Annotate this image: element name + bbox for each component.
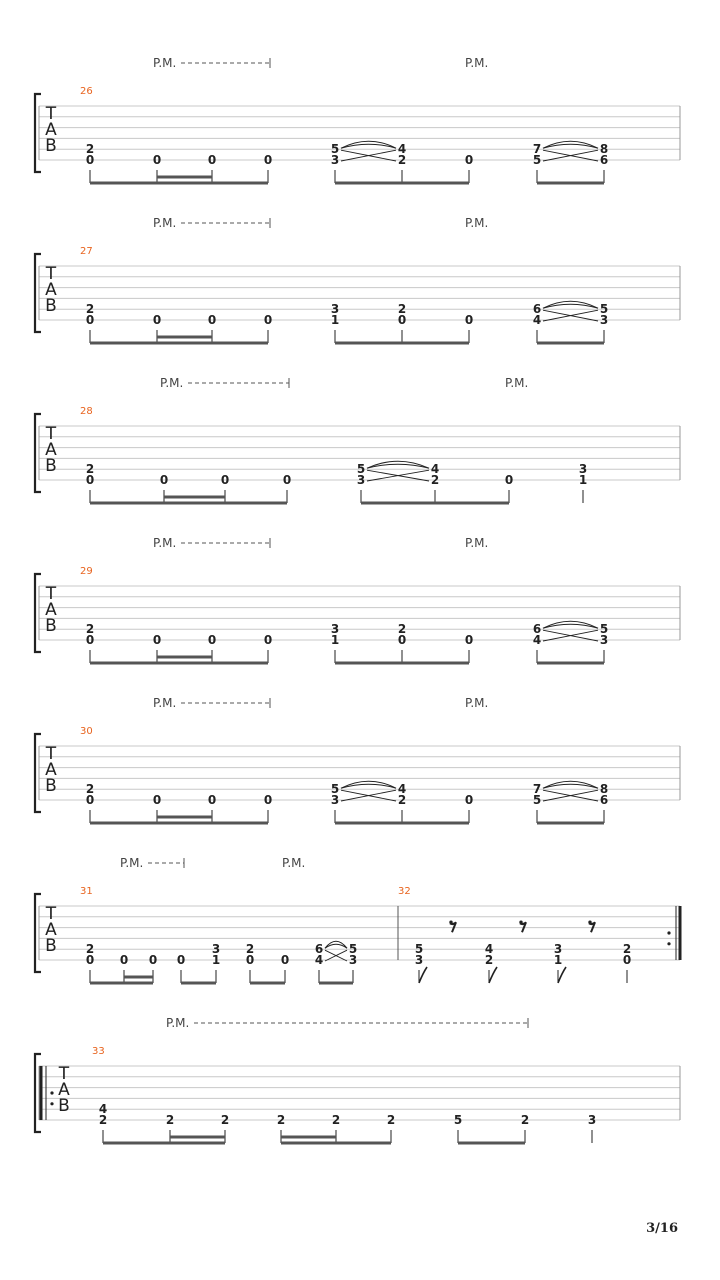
tab-system [35,536,680,663]
fret-number: 1 [211,953,221,967]
fret-number: 6 [532,302,542,317]
tab-note [533,142,541,183]
fret-number: 6 [314,942,324,957]
tab-note [600,782,608,823]
fret-number: 0 [504,473,514,487]
fret-number: 3 [553,942,563,957]
palm-mute-label: P.M. [465,56,489,70]
repeat-dot [667,931,670,934]
fret-number: 0 [263,633,273,647]
tab-system [35,216,680,343]
fret-number: 2 [85,302,95,317]
tab-clef-letter: A [45,280,57,300]
tab-clef-letter: A [58,1080,70,1100]
tab-note [86,622,94,663]
fret-number: 0 [207,793,217,807]
tab-note [554,942,566,983]
fret-number: 5 [330,142,340,157]
fret-number: 0 [220,473,230,487]
fret-number: 3 [330,153,340,167]
fret-number: 0 [282,473,292,487]
fret-number: 0 [85,793,95,807]
tab-note [600,302,608,343]
tab-note [264,153,272,183]
tab-note [86,782,94,823]
fret-number: 5 [453,1113,463,1127]
tab-note [177,953,185,983]
tab-note [331,622,339,663]
fret-number: 2 [397,302,407,317]
fret-number: 0 [85,953,95,967]
tab-clef-letter: B [45,456,57,476]
tab-clef-letter: B [45,616,57,636]
fret-number: 0 [207,313,217,327]
fret-number: 3 [330,622,340,637]
tab-note [398,302,406,343]
fret-number: 2 [386,1113,396,1127]
tab-clef-letter: A [45,440,57,460]
fret-number: 5 [330,782,340,797]
fret-number: 0 [622,953,632,967]
fret-number: 3 [348,953,358,967]
tab-note [349,942,357,983]
fret-number: 3 [599,313,609,327]
tab-note [86,302,94,343]
fret-number: 0 [176,953,186,967]
fret-number: 0 [152,633,162,647]
tab-system [35,696,680,823]
fret-number: 0 [152,793,162,807]
fret-number: 4 [314,953,324,967]
fret-number: 3 [587,1113,597,1127]
fret-number: 3 [330,302,340,317]
fret-number: 5 [599,302,609,317]
tab-note [415,942,427,983]
tab-clef-letter: T [45,744,57,764]
palm-mute-label: P.M. [153,696,177,710]
measure-number: 30 [80,726,93,737]
fret-number: 5 [599,622,609,637]
repeat-dot [50,1102,53,1105]
fret-number: 4 [532,633,542,647]
tab-note [246,942,254,983]
fret-number: 2 [165,1113,175,1127]
fret-number: 2 [220,1113,230,1127]
fret-number: 2 [276,1113,286,1127]
tab-note [431,462,439,503]
tab-clef-letter: B [58,1096,70,1116]
measure-number: 32 [398,886,411,897]
fret-number: 0 [464,793,474,807]
tab-clef-letter: B [45,776,57,796]
fret-number: 3 [414,953,424,967]
palm-mute-label: P.M. [153,536,177,550]
fret-number: 0 [85,633,95,647]
tab-note [623,942,631,983]
tab-note [465,153,473,183]
palm-mute-label: P.M. [120,856,144,870]
fret-number: 0 [464,633,474,647]
fret-number: 1 [553,953,563,967]
fret-number: 0 [263,313,273,327]
fret-number: 4 [98,1102,108,1117]
note-flag [419,967,427,983]
tab-note [387,1113,395,1143]
tab-note [331,782,339,823]
palm-mute-label: P.M. [465,696,489,710]
tab-note [264,313,272,343]
fret-number: 0 [148,953,158,967]
fret-number: 3 [211,942,221,957]
tab-note [315,942,323,983]
measure-number: 29 [80,566,93,577]
tab-note [99,1102,107,1143]
fret-number: 6 [599,153,609,167]
palm-mute-label: P.M. [505,376,529,390]
fret-number: 0 [207,633,217,647]
fret-number: 2 [245,942,255,957]
fret-number: 3 [356,473,366,487]
note-flag [558,967,566,983]
fret-number: 0 [85,473,95,487]
fret-number: 1 [330,313,340,327]
fret-number: 2 [622,942,632,957]
repeat-dot [50,1091,53,1094]
tab-clef-letter: A [45,120,57,140]
fret-number: 4 [397,142,407,157]
tab-note [331,302,339,343]
tab-clef-letter: A [45,760,57,780]
fret-number: 5 [532,153,542,167]
fret-number: 7 [532,782,542,797]
fret-number: 8 [599,782,609,797]
tab-clef-letter: T [45,424,57,444]
measure-number: 31 [80,886,93,897]
fret-number: 2 [397,793,407,807]
fret-number: 0 [263,793,273,807]
eighth-rest-dot [519,921,522,924]
fret-number: 3 [330,793,340,807]
page-number: 3/16 [646,1221,678,1236]
fret-number: 0 [85,153,95,167]
fret-number: 4 [484,942,494,957]
fret-number: 0 [152,153,162,167]
fret-number: 0 [263,153,273,167]
tab-note [357,462,365,503]
tab-note [454,1113,462,1143]
fret-number: 4 [397,782,407,797]
repeat-dot [667,942,670,945]
palm-mute-label: P.M. [153,56,177,70]
measure-number: 28 [80,406,93,417]
fret-number: 2 [85,462,95,477]
tab-clef-letter: T [45,584,57,604]
tab-note [533,622,541,663]
eighth-rest-dot [588,921,591,924]
palm-mute-label: P.M. [465,536,489,550]
palm-mute-label: P.M. [282,856,306,870]
fret-number: 5 [348,942,358,957]
fret-number: 1 [330,633,340,647]
fret-number: 4 [430,462,440,477]
measure-number: 26 [80,86,93,97]
tab-note [264,793,272,823]
fret-number: 5 [414,942,424,957]
tab-clef-letter: A [45,920,57,940]
fret-number: 2 [98,1113,108,1127]
fret-number: 0 [152,313,162,327]
palm-mute-label: P.M. [465,216,489,230]
tab-clef-letter: T [45,264,57,284]
fret-number: 0 [85,313,95,327]
tab-note [485,942,497,983]
tab-note [521,1113,529,1143]
tab-note [533,782,541,823]
tab-note [264,633,272,663]
measure-number: 33 [92,1046,105,1057]
fret-number: 0 [464,313,474,327]
tab-system [35,376,680,503]
fret-number: 2 [397,153,407,167]
tab-note [588,1113,596,1143]
palm-mute-label: P.M. [153,216,177,230]
tab-note [398,782,406,823]
fret-number: 0 [464,153,474,167]
tab-system [35,1016,680,1143]
fret-number: 2 [85,142,95,157]
fret-number: 2 [85,622,95,637]
palm-mute-label: P.M. [160,376,184,390]
fret-number: 0 [207,153,217,167]
tab-clef-letter: T [45,104,57,124]
fret-number: 2 [85,782,95,797]
fret-number: 4 [532,313,542,327]
fret-number: 3 [578,462,588,477]
fret-number: 2 [331,1113,341,1127]
tab-clef-letter: T [45,904,57,924]
fret-number: 2 [430,473,440,487]
fret-number: 0 [159,473,169,487]
tab-clef-letter: T [58,1064,70,1084]
fret-number: 6 [599,793,609,807]
tab-note [398,142,406,183]
tab-note [331,142,339,183]
fret-number: 7 [532,142,542,157]
fret-number: 0 [245,953,255,967]
eighth-rest-dot [449,921,452,924]
tab-note [86,142,94,183]
fret-number: 3 [599,633,609,647]
fret-number: 8 [599,142,609,157]
tab-note [86,942,94,983]
tab-note [465,793,473,823]
fret-number: 6 [532,622,542,637]
measure-number: 27 [80,246,93,257]
fret-number: 0 [119,953,129,967]
tab-clef-letter: B [45,136,57,156]
tab-note [212,942,220,983]
tab-note [465,633,473,663]
palm-mute-label: P.M. [166,1016,190,1030]
fret-number: 5 [356,462,366,477]
fret-number: 2 [85,942,95,957]
tab-system [35,56,680,183]
tab-note [465,313,473,343]
fret-number: 0 [397,313,407,327]
fret-number: 1 [578,473,588,487]
tab-note [533,302,541,343]
fret-number: 5 [532,793,542,807]
fret-number: 2 [520,1113,530,1127]
fret-number: 0 [397,633,407,647]
tab-note [281,953,289,983]
note-flag [489,967,497,983]
tab-note [283,473,291,503]
tab-clef-letter: A [45,600,57,620]
tab-clef-letter: B [45,936,57,956]
tab-note [579,462,587,503]
tab-note [86,462,94,503]
tab-note [398,622,406,663]
tab-note [600,142,608,183]
tab-note [600,622,608,663]
tab-clef-letter: B [45,296,57,316]
tab-note [505,473,513,503]
fret-number: 0 [280,953,290,967]
fret-number: 2 [397,622,407,637]
tab-system [35,856,680,983]
fret-number: 2 [484,953,494,967]
